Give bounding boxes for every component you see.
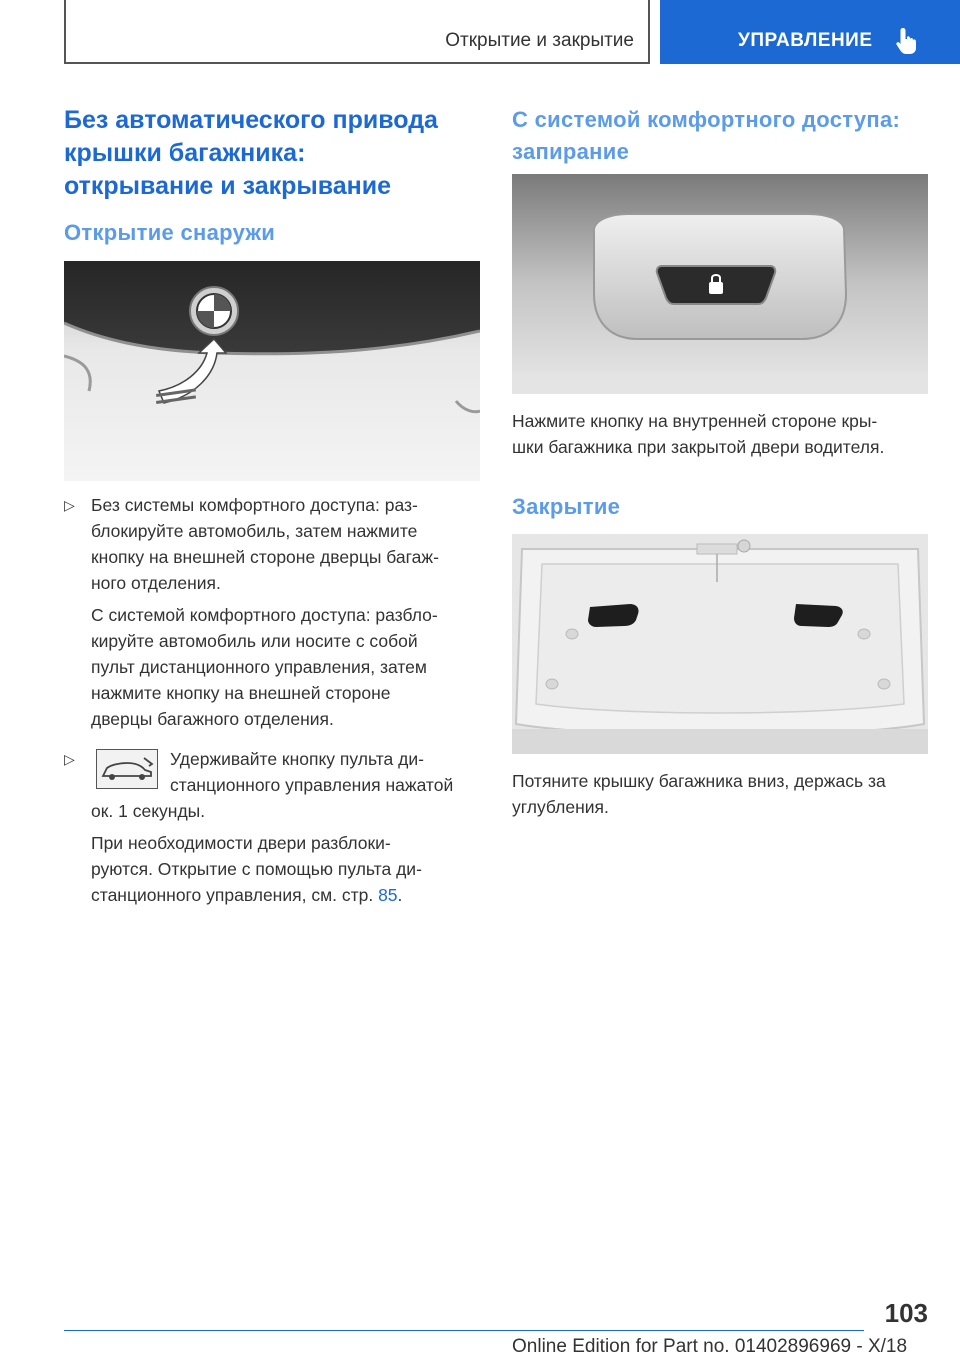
page-number: 103 bbox=[884, 1298, 928, 1328]
right-title-line: запирание bbox=[512, 139, 630, 164]
right-title bbox=[512, 104, 900, 168]
header-chapter-box bbox=[660, 0, 960, 64]
text-line: блокируйте автомобиль, затем нажмите bbox=[91, 521, 418, 541]
left-title-line: Без автоматического привода bbox=[64, 106, 438, 134]
triangle-right-icon: ▷ bbox=[64, 497, 75, 513]
trunk-lid-image bbox=[512, 534, 928, 754]
text-span: станционного управления, см. стр. bbox=[91, 885, 379, 905]
text-line: дверцы багажного отделения. bbox=[91, 709, 334, 729]
lock-button-image bbox=[512, 174, 928, 394]
text-line: Нажмите кнопку на внутренней стороне кры- bbox=[512, 411, 878, 431]
text-line: Потяните крышку багажника вниз, держась за bbox=[512, 771, 886, 791]
page-link[interactable]: 85 bbox=[378, 885, 398, 905]
left-title bbox=[64, 104, 438, 203]
right-para1 bbox=[512, 408, 932, 460]
right-title-line: С системой комфортного доступа: bbox=[512, 107, 901, 132]
bullet2-line3: ок. 1 секунды. bbox=[91, 801, 206, 821]
text-line: руются. Открытие с помощью пульта ди- bbox=[91, 859, 422, 879]
text-line: станционного управления нажатой bbox=[170, 775, 454, 795]
header-chapter-title: УПРАВЛЕНИЕ bbox=[738, 30, 873, 51]
left-title-line: открывание и закрывание bbox=[64, 172, 392, 200]
text-line: ного отделения. bbox=[91, 573, 221, 593]
bullet2-head bbox=[170, 746, 482, 798]
text-line: нажмите кнопку на внешней стороне bbox=[91, 683, 391, 703]
trunk-badge-image bbox=[64, 261, 480, 481]
header-section-box bbox=[64, 0, 650, 64]
footer-divider bbox=[64, 1330, 864, 1331]
footer-edition: Online Edition for Part no. 01402896969 - X/18 bbox=[512, 1336, 908, 1357]
text-line: кируйте автомобиль или носите с собой bbox=[91, 631, 418, 651]
subheading-closing: Закрытие bbox=[512, 494, 621, 519]
subheading-open-outside: Открытие снаружи bbox=[64, 220, 276, 245]
text-line: кнопку на внешней стороне дверцы багаж- bbox=[91, 547, 439, 567]
right-para2 bbox=[512, 768, 932, 820]
left-title-line: крышки багажника: bbox=[64, 139, 306, 167]
text-line: углубления. bbox=[512, 797, 609, 817]
hand-pointer-icon bbox=[894, 26, 920, 56]
text-line: пульт дистанционного управления, затем bbox=[91, 657, 427, 677]
text-line: Удерживайте кнопку пульта ди- bbox=[170, 749, 424, 769]
header-section-title: Открытие и закрытие bbox=[445, 30, 634, 51]
bullet2-text2 bbox=[91, 830, 481, 908]
text-line: шки багажника при закрытой двери водителя. bbox=[512, 437, 885, 457]
text-line: С системой комфортного доступа: разбло- bbox=[91, 605, 438, 625]
bullet1-text bbox=[91, 492, 481, 596]
bullet1-text2 bbox=[91, 602, 481, 732]
triangle-right-icon: ▷ bbox=[64, 751, 75, 767]
text-span: . bbox=[397, 885, 403, 905]
text-line bbox=[91, 882, 481, 908]
text-line: Без системы комфортного доступа: раз- bbox=[91, 495, 418, 515]
text-line: При необходимости двери разблоки- bbox=[91, 833, 391, 853]
car-trunk-key-icon bbox=[96, 749, 158, 789]
